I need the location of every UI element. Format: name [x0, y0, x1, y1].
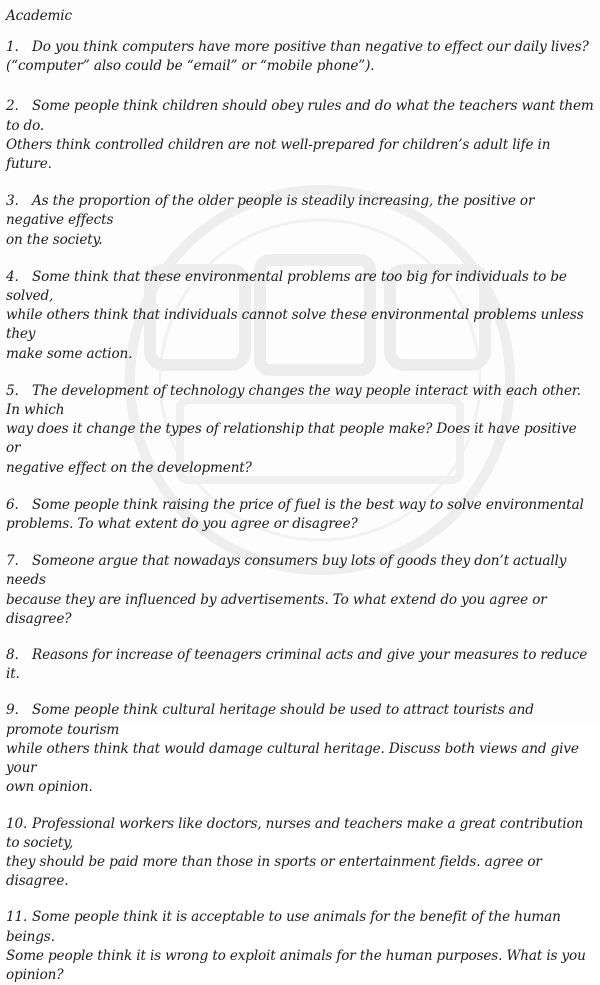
question-line: [6, 701, 594, 739]
question-item: [6, 38, 594, 76]
question-text: Some people think it is acceptable to use animals for the benefit of the human beings.: [6, 909, 561, 945]
question-item: [6, 552, 594, 629]
question-number: 4.: [6, 268, 19, 285]
question-item: [6, 97, 594, 174]
question-line: [6, 97, 594, 135]
question-line: problems. To what extent do you agree or disagree?: [6, 516, 358, 533]
question-item: [6, 192, 594, 250]
question-number: 7.: [6, 553, 19, 570]
question-text: The development of technology changes the way people interact with each other. In which: [6, 382, 581, 419]
question-line: way does it change the types of relationship that people make? Does it have positive or: [6, 421, 577, 457]
question-line: make some action.: [6, 345, 133, 362]
question-line: [6, 646, 594, 684]
question-item: [6, 646, 594, 684]
question-number: 2.: [6, 98, 19, 115]
question-line: [6, 815, 594, 853]
question-item: [6, 382, 594, 478]
question-line: [6, 192, 594, 230]
question-line: own opinion.: [6, 779, 93, 796]
question-number: 1.: [6, 39, 19, 55]
question-line: [6, 382, 594, 420]
question-text: Some people think cultural heritage should be used to attract tourists and promote tourism: [6, 702, 534, 738]
question-text: Some people think raising the price of fuel is the best way to solve environmental: [32, 496, 584, 513]
question-text: Some think that these environmental problems are too big for individuals to be solved,: [6, 268, 567, 305]
question-item: [6, 496, 594, 534]
question-number: 10.: [6, 815, 28, 832]
question-item: [6, 908, 594, 985]
question-text: Someone argue that nowadays consumers buy lots of goods they don’t actually needs: [6, 553, 567, 589]
question-line: opinion?: [6, 966, 64, 983]
question-line: Some people think it is wrong to exploit animals for the human purposes. What is you: [6, 947, 586, 964]
question-line: negative effect on the development?: [6, 459, 252, 476]
question-number: 6.: [6, 496, 19, 513]
question-text: As the proportion of the older people is steadily increasing, the positive or negative effects: [6, 193, 535, 229]
question-line: they should be paid more than those in sports or entertainment fields. agree or disagree.: [6, 853, 542, 890]
question-item: [6, 268, 594, 364]
question-line: [6, 496, 594, 515]
question-line: (“computer” also could be “email” or “mobile phone”).: [6, 58, 375, 75]
question-line: because they are influenced by advertisements. To what extend do you agree or disagree?: [6, 591, 547, 627]
question-text: Do you think computers have more positive than negative to effect our daily lives?: [32, 39, 589, 55]
question-line: Others think controlled children are not well-prepared for children’s adult life in future.: [6, 136, 551, 173]
question-text: Reasons for increase of teenagers criminal acts and give your measures to reduce it.: [6, 647, 588, 683]
question-number: 9.: [6, 702, 19, 719]
question-number: 11.: [6, 909, 28, 926]
question-number: 3.: [6, 193, 19, 210]
question-text: Professional workers like doctors, nurses and teachers make a great contribution to society,: [6, 815, 584, 851]
question-item: [6, 701, 594, 797]
document-text: [6, 7, 594, 985]
question-line: [6, 38, 594, 57]
question-line: [6, 908, 594, 946]
question-line: [6, 552, 594, 590]
question-number: 8.: [6, 647, 19, 664]
question-line: while others think that would damage cultural heritage. Discuss both views and give your: [6, 740, 579, 777]
question-number: 5.: [6, 382, 19, 399]
section-heading: Academic: [6, 8, 72, 24]
question-line: while others think that individuals cannot solve these environmental problems unless they: [6, 307, 584, 343]
question-text: Some people think children should obey rules and do what the teachers want them to do.: [6, 98, 594, 134]
question-item: [6, 815, 594, 892]
question-line: [6, 268, 594, 306]
question-line: on the society.: [6, 231, 103, 248]
